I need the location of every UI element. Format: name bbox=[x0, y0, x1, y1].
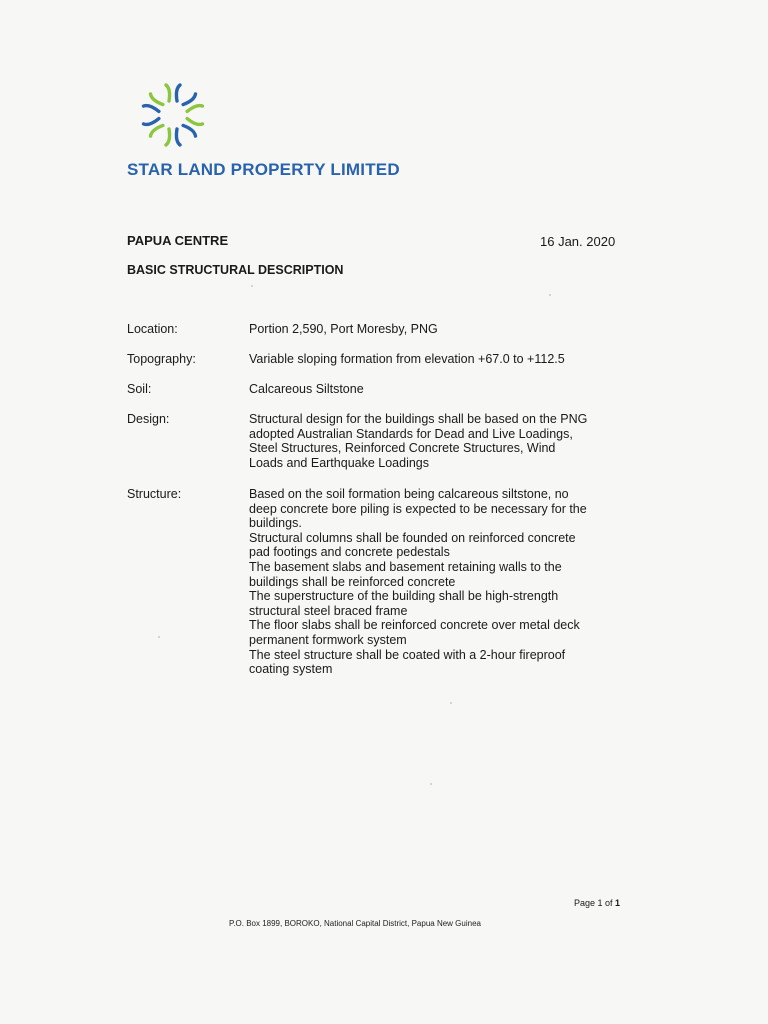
row-value bbox=[249, 487, 627, 677]
value-line: The floor slabs shall be reinforced concrete over metal deck bbox=[249, 618, 580, 633]
document-subtitle: BASIC STRUCTURAL DESCRIPTION bbox=[127, 263, 344, 277]
value-line: The superstructure of the building shall be high-strength bbox=[249, 589, 559, 604]
scan-speck bbox=[158, 636, 160, 638]
row-value bbox=[249, 322, 627, 337]
row-value bbox=[249, 412, 627, 470]
scan-speck bbox=[251, 285, 253, 287]
value-line: Variable sloping formation from elevation +67.0 to +112.5 bbox=[249, 352, 565, 366]
value-line: permanent formwork system bbox=[249, 632, 407, 647]
value-line: buildings. bbox=[249, 516, 302, 531]
row-label: Structure: bbox=[127, 487, 182, 501]
row-label: Topography: bbox=[127, 352, 196, 366]
row-value bbox=[249, 352, 627, 367]
value-line: deep concrete bore piling is expected to be necessary for the bbox=[249, 501, 587, 516]
star-burst-logo-icon bbox=[140, 82, 206, 148]
scan-speck bbox=[549, 294, 551, 296]
value-line: Steel Structures, Reinforced Concrete Structures, Wind bbox=[249, 441, 556, 456]
scan-speck bbox=[430, 783, 432, 785]
value-line: pad footings and concrete pedestals bbox=[249, 545, 450, 560]
row-label: Soil: bbox=[127, 382, 152, 396]
value-line: Loads and Earthquake Loadings bbox=[249, 455, 430, 470]
value-line: Calcareous Siltstone bbox=[249, 382, 364, 396]
value-line: coating system bbox=[249, 662, 333, 677]
value-line: buildings shall be reinforced concrete bbox=[249, 574, 456, 589]
value-line: Structural design for the buildings shall be based on the PNG bbox=[249, 412, 588, 426]
project-title: PAPUA CENTRE bbox=[127, 233, 229, 248]
value-line: Structural columns shall be founded on reinforced concrete bbox=[249, 530, 576, 545]
value-line: adopted Australian Standards for Dead and Live Loadings, bbox=[249, 426, 573, 441]
scan-speck bbox=[450, 702, 452, 704]
page-label: Page 1 of bbox=[574, 898, 613, 908]
value-line: structural steel braced frame bbox=[249, 603, 408, 618]
footer-address: P.O. Box 1899, BOROKO, National Capital District, Papua New Guinea bbox=[229, 919, 481, 928]
page-number bbox=[574, 898, 620, 908]
company-name: STAR LAND PROPERTY LIMITED bbox=[127, 160, 400, 179]
value-line: The basement slabs and basement retaining walls to the bbox=[249, 559, 562, 574]
page-total: 1 bbox=[615, 898, 621, 908]
value-line: Portion 2,590, Port Moresby, PNG bbox=[249, 322, 438, 336]
value-line: Based on the soil formation being calcareous siltstone, no bbox=[249, 487, 569, 501]
document-date: 16 Jan. 2020 bbox=[540, 234, 616, 249]
row-label: Design: bbox=[127, 412, 170, 426]
row-label: Location: bbox=[127, 322, 178, 336]
row-value bbox=[249, 382, 627, 397]
value-line: The steel structure shall be coated with a 2-hour fireproof bbox=[249, 647, 566, 662]
